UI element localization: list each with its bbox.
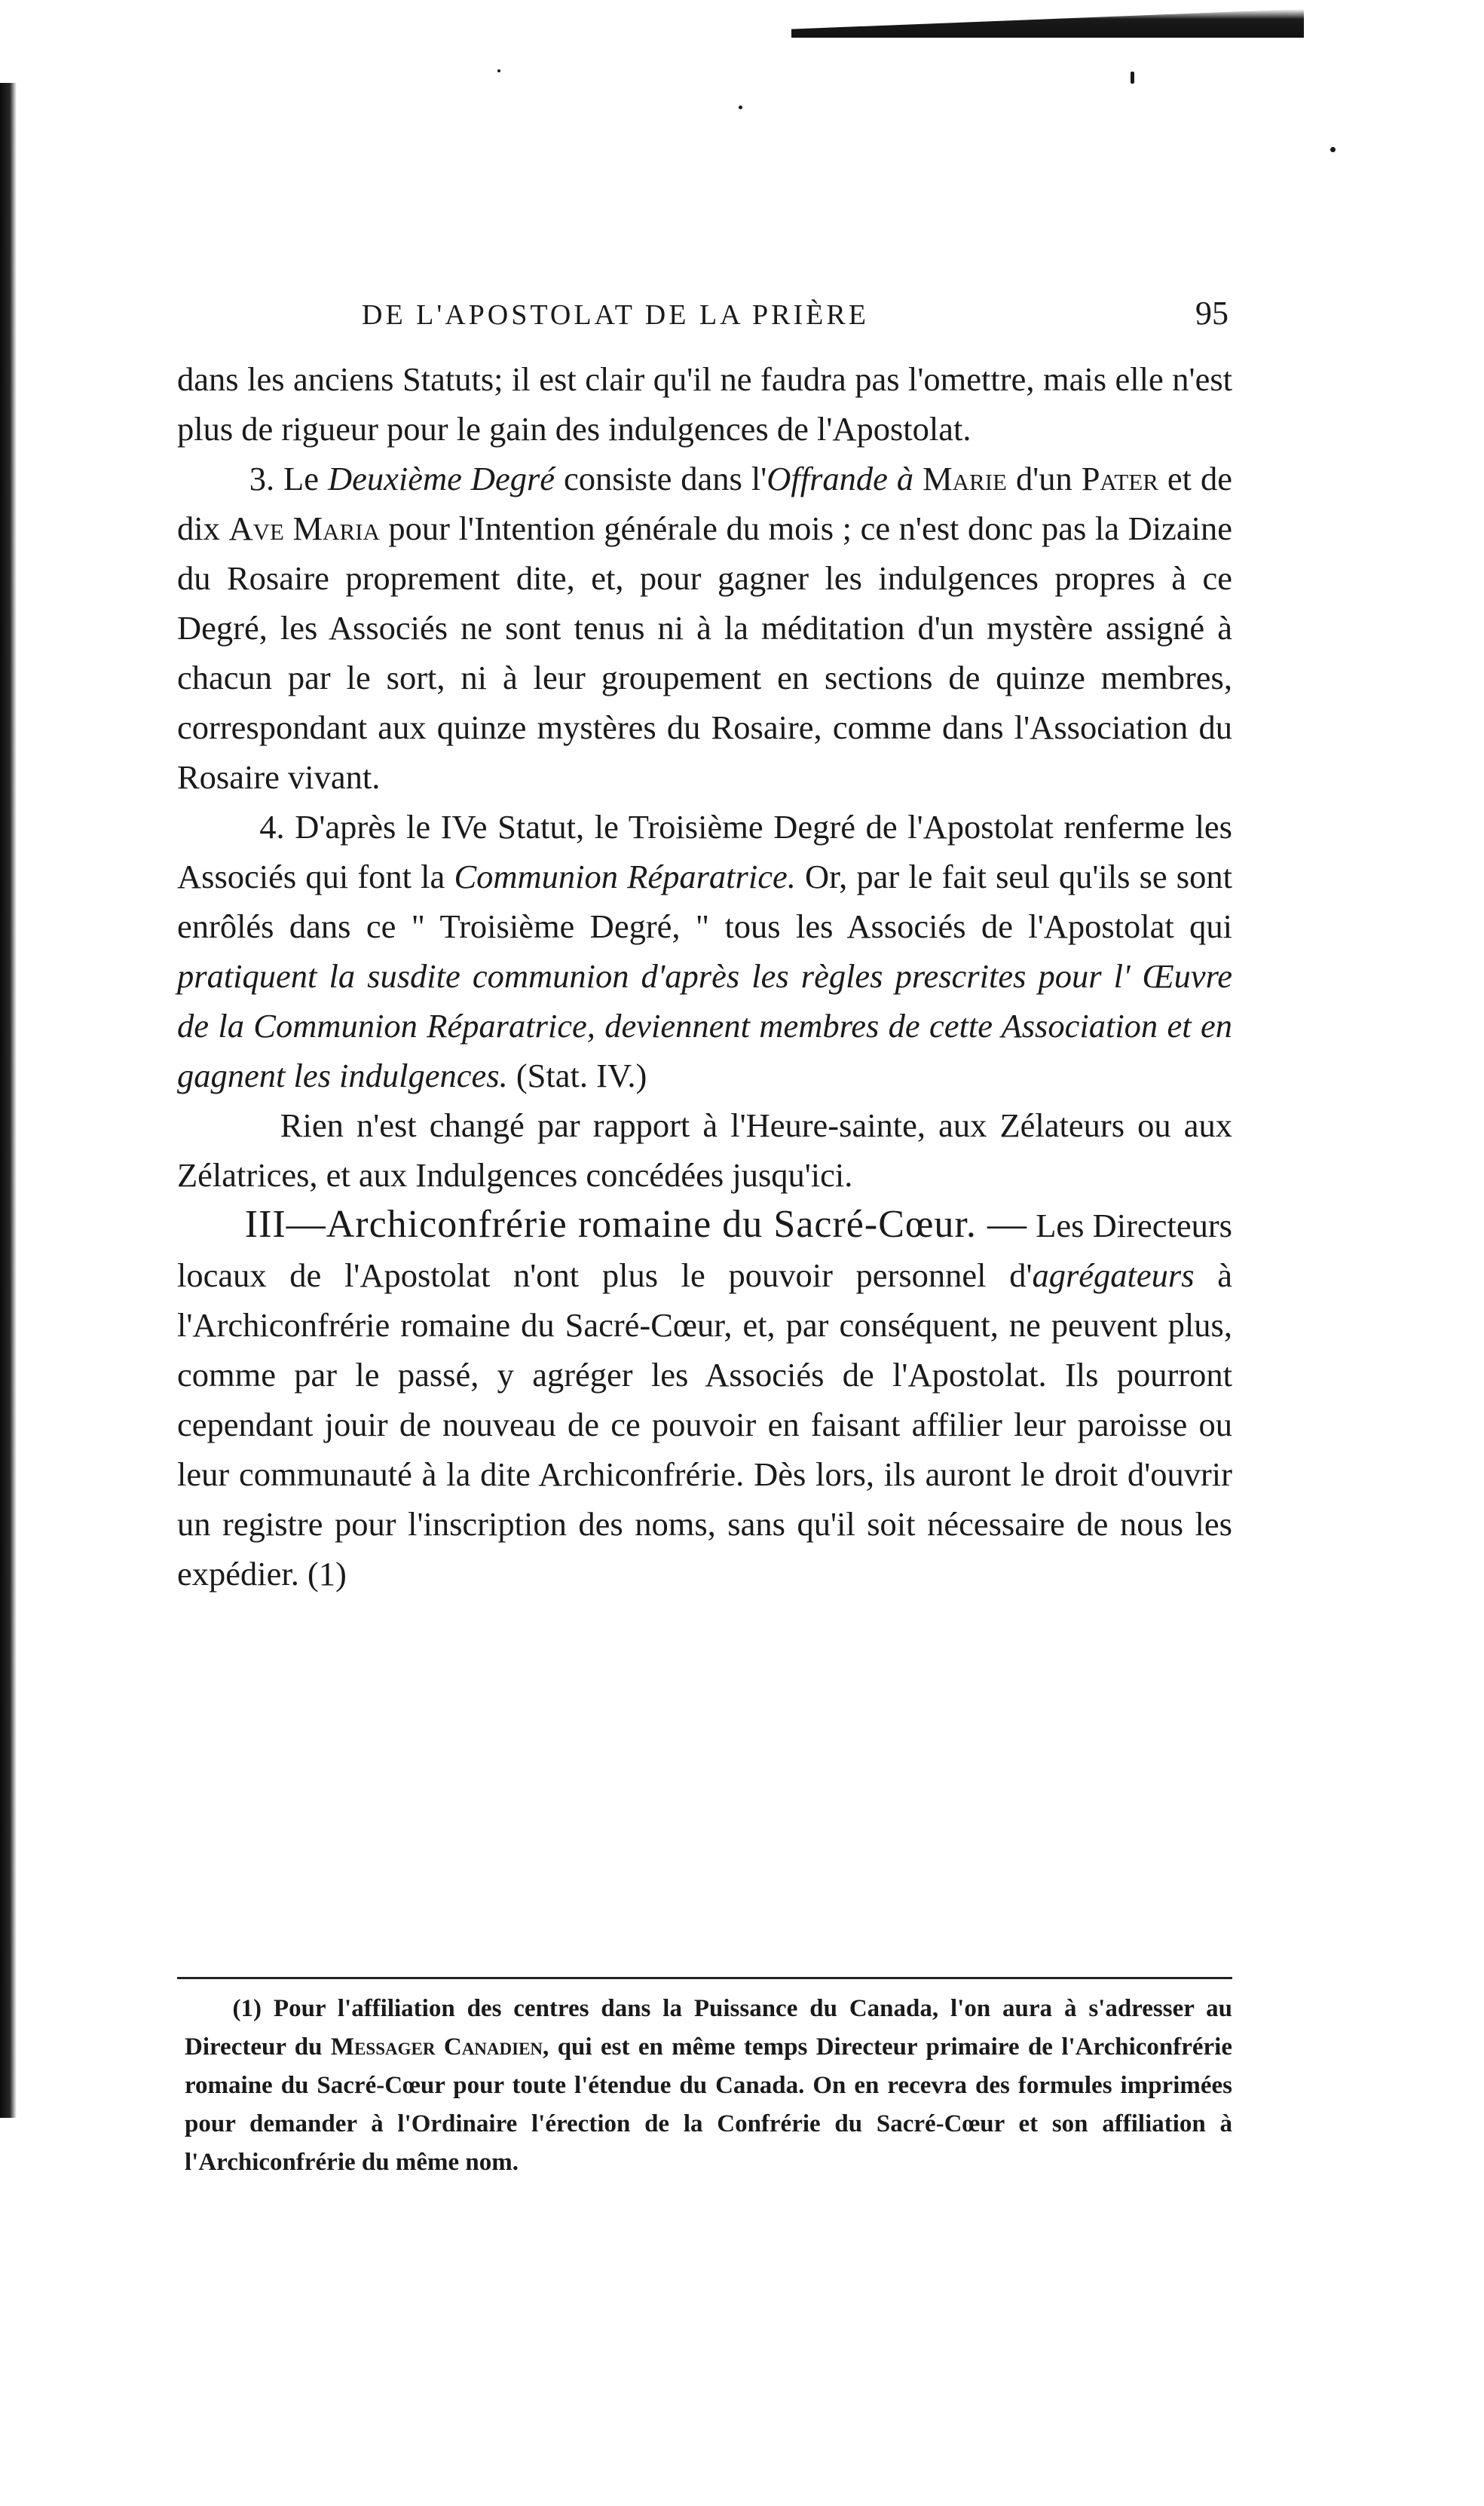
- scan-speck: [739, 106, 742, 109]
- paragraph-number: 3.: [249, 460, 284, 497]
- paragraph-text: (Stat. IV.): [507, 1057, 647, 1094]
- footnote-text: , qui est en même temps Directeur primaire de l'Archiconfrérie romaine du Sacré-Cœur pour toute l'étendue du Canada. On en recevra des formules imprimées pour demander à l'Ordinaire l'érection de la Confrérie du Sacré-Cœur et son affiliation à l'Archiconfrérie du même nom.: [185, 2033, 1232, 2176]
- footnote-text: Pour l'affiliation des centres dans la Puissance du Canada, l'on aura à s'adresser au Directeur du: [185, 1995, 1233, 2061]
- small-caps-text: Marie: [913, 460, 1007, 497]
- paragraph-text: pour l'Intention générale du mois ; ce n'est donc pas la Dizaine du Rosaire proprement dite, et, pour gagner les indulgences propres à ce Degré, les Associés ne sont tenus ni à la méditation d'un mystère assigné à chacun par le sort, ni à leur groupement en sections de quinze membres, correspondant aux quinze mystères du Rosaire, comme dans l'Association du Rosaire vivant.: [177, 509, 1232, 796]
- section-title: III—Archiconfrérie romaine du Sacré-Cœur. —: [244, 1203, 1027, 1246]
- scan-border-left: [0, 83, 17, 2118]
- small-caps-text: Messager Canadien: [330, 2033, 543, 2061]
- paragraph-archiconfrerie: [177, 1200, 1232, 1599]
- paragraph-text: Rien n'est changé par rapport à l'Heure-sainte, aux Zélateurs ou aux Zélatrices, et aux Indulgences concédées jusqu'ici.: [177, 1106, 1232, 1194]
- paragraph-number: 4.: [259, 808, 295, 846]
- footnote-marker: (1): [232, 1995, 274, 2022]
- paragraph-text: Les Directeurs locaux de l'Apostolat n'ont plus le pouvoir personnel d': [177, 1207, 1232, 1294]
- running-head: [362, 294, 1229, 339]
- paragraph-text: à l'Archiconfrérie romaine du Sacré-Cœur, et, par conséquent, ne peuvent plus, comme par le passé, y agréger les Associés de l'Apostolat. Ils pourront cependant jouir de nouveau de ce pouvoir en faisant affilier leur paroisse ou leur communauté à la dite Archiconfrérie. Dès lors, ils auront le droit d'ouvrir un registre pour l'inscription des noms, sans qu'il soit nécessaire de nous les expédier. (1): [177, 1256, 1232, 1593]
- paragraph-text: dans les anciens Statuts; il est clair qu'il ne faudra pas l'omettre, mais elle n'est plus de rigueur pour le gain des indulgences de l'Apostolat.: [177, 360, 1232, 448]
- main-text: [177, 354, 1232, 1599]
- scan-speck: [1131, 72, 1134, 84]
- paragraph-statuts: [177, 354, 1232, 454]
- paragraph-deuxieme-degre: [177, 454, 1232, 802]
- emphasis-text: Communion Réparatrice.: [454, 858, 796, 895]
- paragraph-text: Le: [283, 460, 328, 497]
- paragraph-text: consiste dans l': [555, 460, 767, 497]
- emphasis-text: Deuxième Degré: [327, 460, 555, 497]
- emphasis-text: pratiquent la susdite communion d'après les règles prescrites pour l' Œuvre de la Communion Réparatrice, deviennent membres de cette Association et en gagnent les indulgences.: [177, 957, 1232, 1094]
- footnote: [185, 1990, 1232, 2182]
- footnote-rule: [177, 1977, 1232, 1979]
- scan-speck: [497, 69, 500, 72]
- paragraph-text: Or, par le fait seul qu'ils se sont enrôlés dans ce " Troisième Degré, " tous les Associés de l'Apostolat qui: [177, 858, 1232, 945]
- scan-border-top: [791, 9, 1304, 38]
- running-title: DE L'APOSTOLAT DE LA PRIÈRE: [362, 299, 869, 331]
- small-caps-text: Ave Maria: [228, 509, 380, 547]
- scan-speck: [1330, 147, 1336, 152]
- paragraph-heure-sainte: [177, 1100, 1232, 1200]
- paragraph-text: et de dix: [177, 460, 1232, 547]
- emphasis-text: agrégateurs: [1032, 1256, 1195, 1294]
- paragraph-troisieme-degre: [177, 802, 1232, 1100]
- paragraph-text: D'après le IVe Statut, le Troisième Degré de l'Apostolat renferme les Associés qui font la: [177, 808, 1233, 895]
- page-number: 95: [1195, 295, 1229, 332]
- paragraph-text: d'un: [1006, 460, 1082, 497]
- emphasis-text: Offrande à: [766, 460, 914, 497]
- small-caps-text: Pater: [1081, 460, 1158, 497]
